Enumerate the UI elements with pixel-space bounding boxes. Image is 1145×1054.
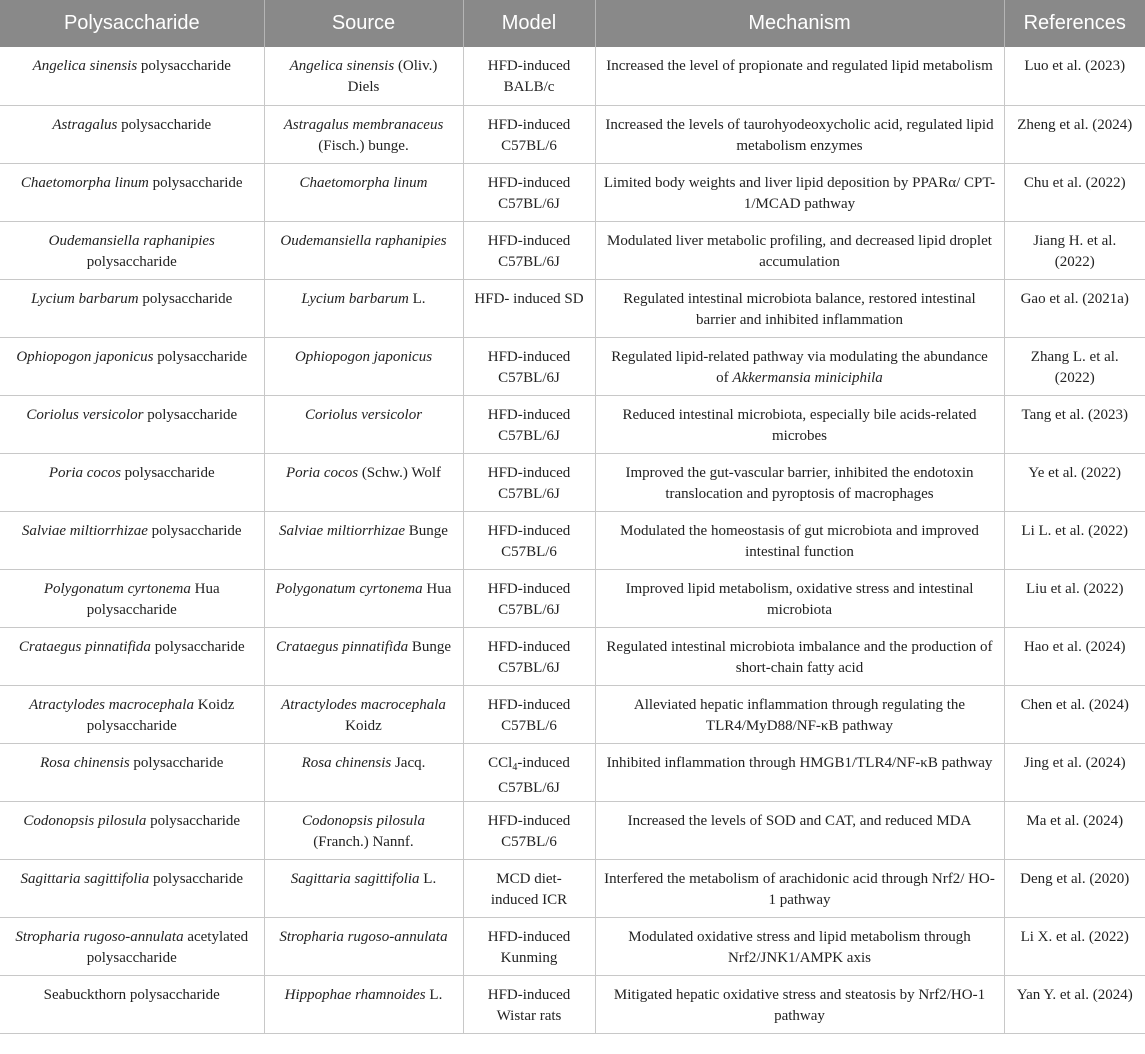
cell-source — [264, 163, 463, 221]
table-row — [0, 163, 1145, 221]
header-references: References — [1004, 0, 1145, 47]
cell-model — [463, 627, 595, 685]
header-polysaccharide: Polysaccharide — [0, 0, 264, 47]
italic-text: Codonopsis pilosula — [302, 812, 425, 829]
italic-text: Atractylodes macrocephala — [29, 696, 194, 713]
cell-text: (Oliv.) Diels — [347, 58, 438, 95]
cell-text: Modulated liver metabolic profiling, and decreased lipid droplet accumulation — [607, 232, 992, 270]
cell-reference: Ye et al. (2022) — [1004, 453, 1145, 511]
cell-reference: Li X. et al. (2022) — [1004, 917, 1145, 975]
cell-text: Increased the levels of taurohyodeoxycholic acid, regulated lipid metabolism enzymes — [605, 116, 994, 154]
table-row — [0, 511, 1145, 569]
cell-text: HFD-induced C57BL/6J — [487, 406, 571, 444]
cell-polysaccharide — [0, 163, 264, 221]
cell-polysaccharide — [0, 511, 264, 569]
italic-text: Polygonatum cyrtonema — [275, 580, 423, 597]
table-row — [0, 685, 1145, 743]
cell-text: polysaccharide — [117, 116, 212, 133]
cell-text: polysaccharide — [120, 464, 215, 481]
cell-reference: Zhang L. et al. (2022) — [1004, 337, 1145, 395]
cell-source — [264, 395, 463, 453]
cell-model — [463, 743, 595, 801]
cell-text: HFD-induced C57BL/6 — [487, 812, 571, 850]
italic-text: Stropharia rugoso-annulata — [15, 928, 184, 945]
cell-mechanism — [595, 859, 1004, 917]
cell-source — [264, 279, 463, 337]
table-row — [0, 569, 1145, 627]
cell-text: Improved the gut-vascular barrier, inhibited the endotoxin translocation and pyroptosis of macrophages — [625, 464, 974, 502]
cell-text: 4 — [512, 761, 518, 773]
cell-text: polysaccharide — [137, 58, 231, 74]
cell-text: Jacq. — [391, 754, 426, 771]
cell-model — [463, 917, 595, 975]
cell-text: acetylated polysaccharide — [86, 928, 249, 966]
header-model: Model — [463, 0, 595, 47]
cell-text: HFD-induced BALB/c — [487, 58, 571, 95]
italic-text: Stropharia rugoso-annulata — [279, 928, 448, 945]
table-row — [0, 47, 1145, 105]
italic-text: Astragalus — [52, 116, 118, 133]
cell-text: HFD-induced C57BL/6J — [487, 638, 571, 676]
cell-mechanism — [595, 569, 1004, 627]
cell-text: Increased the levels of SOD and CAT, and reduced MDA — [627, 812, 972, 829]
cell-text: HFD-induced C57BL/6J — [487, 464, 571, 502]
cell-text: HFD-induced Wistar rats — [487, 986, 571, 1024]
cell-reference: Luo et al. (2023) — [1004, 47, 1145, 105]
cell-reference: Deng et al. (2020) — [1004, 859, 1145, 917]
cell-model — [463, 685, 595, 743]
cell-model — [463, 395, 595, 453]
italic-text: Lycium barbarum — [301, 290, 409, 307]
cell-polysaccharide — [0, 337, 264, 395]
cell-text: -induced C57BL/6J — [498, 754, 570, 796]
cell-model — [463, 47, 595, 105]
cell-text: Hua polysaccharide — [86, 580, 220, 618]
cell-model — [463, 221, 595, 279]
cell-polysaccharide — [0, 627, 264, 685]
cell-source — [264, 917, 463, 975]
cell-model — [463, 975, 595, 1033]
cell-text: Koidz — [345, 717, 382, 734]
italic-text: Poria cocos — [48, 464, 121, 481]
cell-model — [463, 337, 595, 395]
cell-source — [264, 743, 463, 801]
cell-model — [463, 511, 595, 569]
cell-polysaccharide — [0, 743, 264, 801]
cell-model — [463, 859, 595, 917]
cell-reference: Hao et al. (2024) — [1004, 627, 1145, 685]
table-row — [0, 975, 1145, 1033]
cell-text: CCl — [488, 754, 513, 771]
cell-source — [264, 975, 463, 1033]
cell-reference: Yan Y. et al. (2024) — [1004, 975, 1145, 1033]
cell-text: L. — [419, 870, 437, 887]
cell-polysaccharide — [0, 105, 264, 163]
cell-polysaccharide — [0, 917, 264, 975]
cell-mechanism — [595, 105, 1004, 163]
table-row — [0, 337, 1145, 395]
italic-text: Oudemansiella raphanipies — [48, 232, 215, 249]
cell-text: HFD-induced C57BL/6 — [487, 522, 571, 560]
cell-text: Koidz polysaccharide — [86, 696, 235, 734]
cell-model — [463, 801, 595, 859]
table-row — [0, 627, 1145, 685]
cell-text: polysaccharide — [150, 638, 245, 655]
cell-mechanism — [595, 743, 1004, 801]
italic-text: Sagittaria sagittifolia — [290, 870, 420, 887]
cell-reference: Jing et al. (2024) — [1004, 743, 1145, 801]
cell-mechanism — [595, 975, 1004, 1033]
cell-reference: Liu et al. (2022) — [1004, 569, 1145, 627]
cell-mechanism — [595, 685, 1004, 743]
cell-text: HFD-induced C57BL/6J — [487, 174, 571, 212]
cell-source — [264, 337, 463, 395]
cell-mechanism — [595, 801, 1004, 859]
table-body — [0, 47, 1145, 1033]
cell-mechanism — [595, 627, 1004, 685]
cell-reference: Jiang H. et al. (2022) — [1004, 221, 1145, 279]
italic-text: Hippophae rhamnoides — [284, 986, 426, 1003]
cell-polysaccharide — [0, 975, 264, 1033]
table-row — [0, 279, 1145, 337]
cell-text: polysaccharide — [138, 290, 233, 307]
table-row — [0, 395, 1145, 453]
cell-text: Mitigated hepatic oxidative stress and steatosis by Nrf2/HO-1 pathway — [613, 986, 986, 1024]
italic-text: Sagittaria sagittifolia — [20, 870, 150, 887]
cell-model — [463, 453, 595, 511]
italic-text: Coriolus versicolor — [304, 406, 423, 423]
cell-source — [264, 511, 463, 569]
cell-text: Bunge — [405, 522, 448, 539]
cell-model — [463, 569, 595, 627]
cell-reference: Li L. et al. (2022) — [1004, 511, 1145, 569]
cell-polysaccharide — [0, 221, 264, 279]
table-row — [0, 801, 1145, 859]
cell-source — [264, 685, 463, 743]
cell-text: Limited body weights and liver lipid deposition by PPARα/ CPT-1/MCAD pathway — [603, 174, 996, 212]
italic-text: Oudemansiella raphanipies — [280, 232, 447, 249]
cell-text: HFD-induced C57BL/6 — [487, 116, 571, 154]
cell-polysaccharide — [0, 453, 264, 511]
cell-text: Regulated lipid-related pathway via modulating the abundance of — [611, 348, 988, 386]
cell-text: Interfered the metabolism of arachidonic acid through Nrf2/ HO-1 pathway — [604, 870, 995, 908]
cell-reference: Gao et al. (2021a) — [1004, 279, 1145, 337]
cell-text: polysaccharide — [148, 174, 243, 191]
cell-text: polysaccharide — [86, 253, 177, 270]
italic-text: Salviae miltiorrhizae — [279, 522, 406, 539]
cell-source — [264, 801, 463, 859]
cell-text: Hua — [422, 580, 452, 597]
cell-text: (Fisch.) bunge. — [318, 137, 409, 154]
cell-text: HFD-induced C57BL/6 — [487, 696, 571, 734]
cell-model — [463, 279, 595, 337]
cell-polysaccharide — [0, 859, 264, 917]
table-row — [0, 859, 1145, 917]
cell-reference: Ma et al. (2024) — [1004, 801, 1145, 859]
cell-text: (Schw.) Wolf — [358, 464, 442, 481]
cell-polysaccharide — [0, 47, 264, 105]
cell-text: HFD-induced C57BL/6J — [487, 348, 571, 386]
cell-source — [264, 105, 463, 163]
cell-text: Inhibited inflammation through HMGB1/TLR4/NF-κB pathway — [606, 754, 993, 771]
cell-source — [264, 859, 463, 917]
table-header — [0, 0, 1145, 47]
cell-text: Reduced intestinal microbiota, especially bile acids-related microbes — [622, 406, 977, 444]
table-row — [0, 743, 1145, 801]
italic-text: Astragalus membranaceus — [283, 116, 444, 133]
table-row — [0, 917, 1145, 975]
cell-text: Modulated oxidative stress and lipid metabolism through Nrf2/JNK1/AMPK axis — [628, 928, 971, 966]
cell-model — [463, 163, 595, 221]
cell-text: polysaccharide — [153, 348, 248, 365]
cell-mechanism — [595, 395, 1004, 453]
cell-text: HFD-induced Kunming — [487, 928, 571, 966]
cell-text: Alleviated hepatic inflammation through regulating the TLR4/MyD88/NF-κB pathway — [633, 696, 966, 734]
italic-text: Codonopsis pilosula — [23, 812, 147, 829]
cell-mechanism — [595, 47, 1004, 105]
cell-reference: Chu et al. (2022) — [1004, 163, 1145, 221]
italic-text: Angelica sinensis — [32, 58, 138, 74]
cell-text: Regulated intestinal microbiota balance, restored intestinal barrier and inhibited inflammation — [623, 290, 976, 328]
cell-text: polysaccharide — [146, 812, 241, 829]
cell-source — [264, 453, 463, 511]
cell-text: polysaccharide — [129, 754, 224, 771]
cell-mechanism — [595, 163, 1004, 221]
table-row — [0, 105, 1145, 163]
cell-polysaccharide — [0, 395, 264, 453]
cell-mechanism — [595, 221, 1004, 279]
cell-reference: Tang et al. (2023) — [1004, 395, 1145, 453]
cell-polysaccharide — [0, 801, 264, 859]
italic-text: Poria cocos — [285, 464, 359, 481]
italic-text: Ophiopogon japonicus — [294, 348, 433, 365]
italic-text: Rosa chinensis — [40, 754, 130, 771]
cell-source — [264, 47, 463, 105]
italic-text: Lycium barbarum — [31, 290, 139, 307]
header-source: Source — [264, 0, 463, 47]
italic-text: Rosa chinensis — [301, 754, 392, 771]
cell-model — [463, 105, 595, 163]
cell-mechanism — [595, 453, 1004, 511]
header-row — [0, 0, 1145, 47]
italic-text: Salviae miltiorrhizae — [21, 522, 148, 539]
cell-text: HFD- induced SD — [474, 290, 584, 307]
italic-text: Crataegus pinnatifida — [18, 638, 151, 655]
italic-text: Chaetomorpha linum — [299, 174, 428, 191]
italic-text: Crataegus pinnatifida — [275, 638, 409, 655]
cell-text: Improved lipid metabolism, oxidative stress and intestinal microbiota — [625, 580, 974, 618]
cell-text: L. — [425, 986, 443, 1003]
italic-text: Ophiopogon japonicus — [16, 348, 154, 365]
table-row — [0, 453, 1145, 511]
italic-text: Chaetomorpha linum — [20, 174, 149, 191]
cell-text: MCD diet- induced ICR — [490, 870, 568, 908]
italic-text: Angelica sinensis — [289, 58, 395, 74]
header-mechanism: Mechanism — [595, 0, 1004, 47]
cell-text: Regulated intestinal microbiota imbalance and the production of short-chain fatty acid — [606, 638, 993, 676]
italic-text: Polygonatum cyrtonema — [43, 580, 191, 597]
cell-mechanism — [595, 917, 1004, 975]
cell-text: HFD-induced C57BL/6J — [487, 232, 571, 270]
cell-reference: Chen et al. (2024) — [1004, 685, 1145, 743]
cell-source — [264, 569, 463, 627]
cell-text: Increased the level of propionate and regulated lipid metabolism — [606, 58, 993, 74]
cell-mechanism — [595, 511, 1004, 569]
cell-text: Modulated the homeostasis of gut microbiota and improved intestinal function — [620, 522, 979, 560]
table-row — [0, 221, 1145, 279]
cell-polysaccharide — [0, 569, 264, 627]
cell-text: HFD-induced C57BL/6J — [487, 580, 571, 618]
cell-reference: Zheng et al. (2024) — [1004, 105, 1145, 163]
cell-text: polysaccharide — [147, 522, 242, 539]
cell-mechanism — [595, 337, 1004, 395]
italic-text: Atractylodes macrocephala — [281, 696, 446, 713]
cell-text: Bunge — [408, 638, 451, 655]
italic-text: Akkermansia miniciphila — [732, 369, 883, 386]
cell-text: (Franch.) Nannf. — [313, 833, 414, 850]
cell-polysaccharide — [0, 685, 264, 743]
italic-text: Coriolus versicolor — [26, 406, 144, 423]
cell-mechanism — [595, 279, 1004, 337]
cell-source — [264, 221, 463, 279]
cell-text: polysaccharide — [143, 406, 238, 423]
cell-text: Seabuckthorn polysaccharide — [43, 986, 220, 1003]
cell-source — [264, 627, 463, 685]
cell-polysaccharide — [0, 279, 264, 337]
cell-text: polysaccharide — [149, 870, 243, 887]
cell-text: L. — [408, 290, 426, 307]
